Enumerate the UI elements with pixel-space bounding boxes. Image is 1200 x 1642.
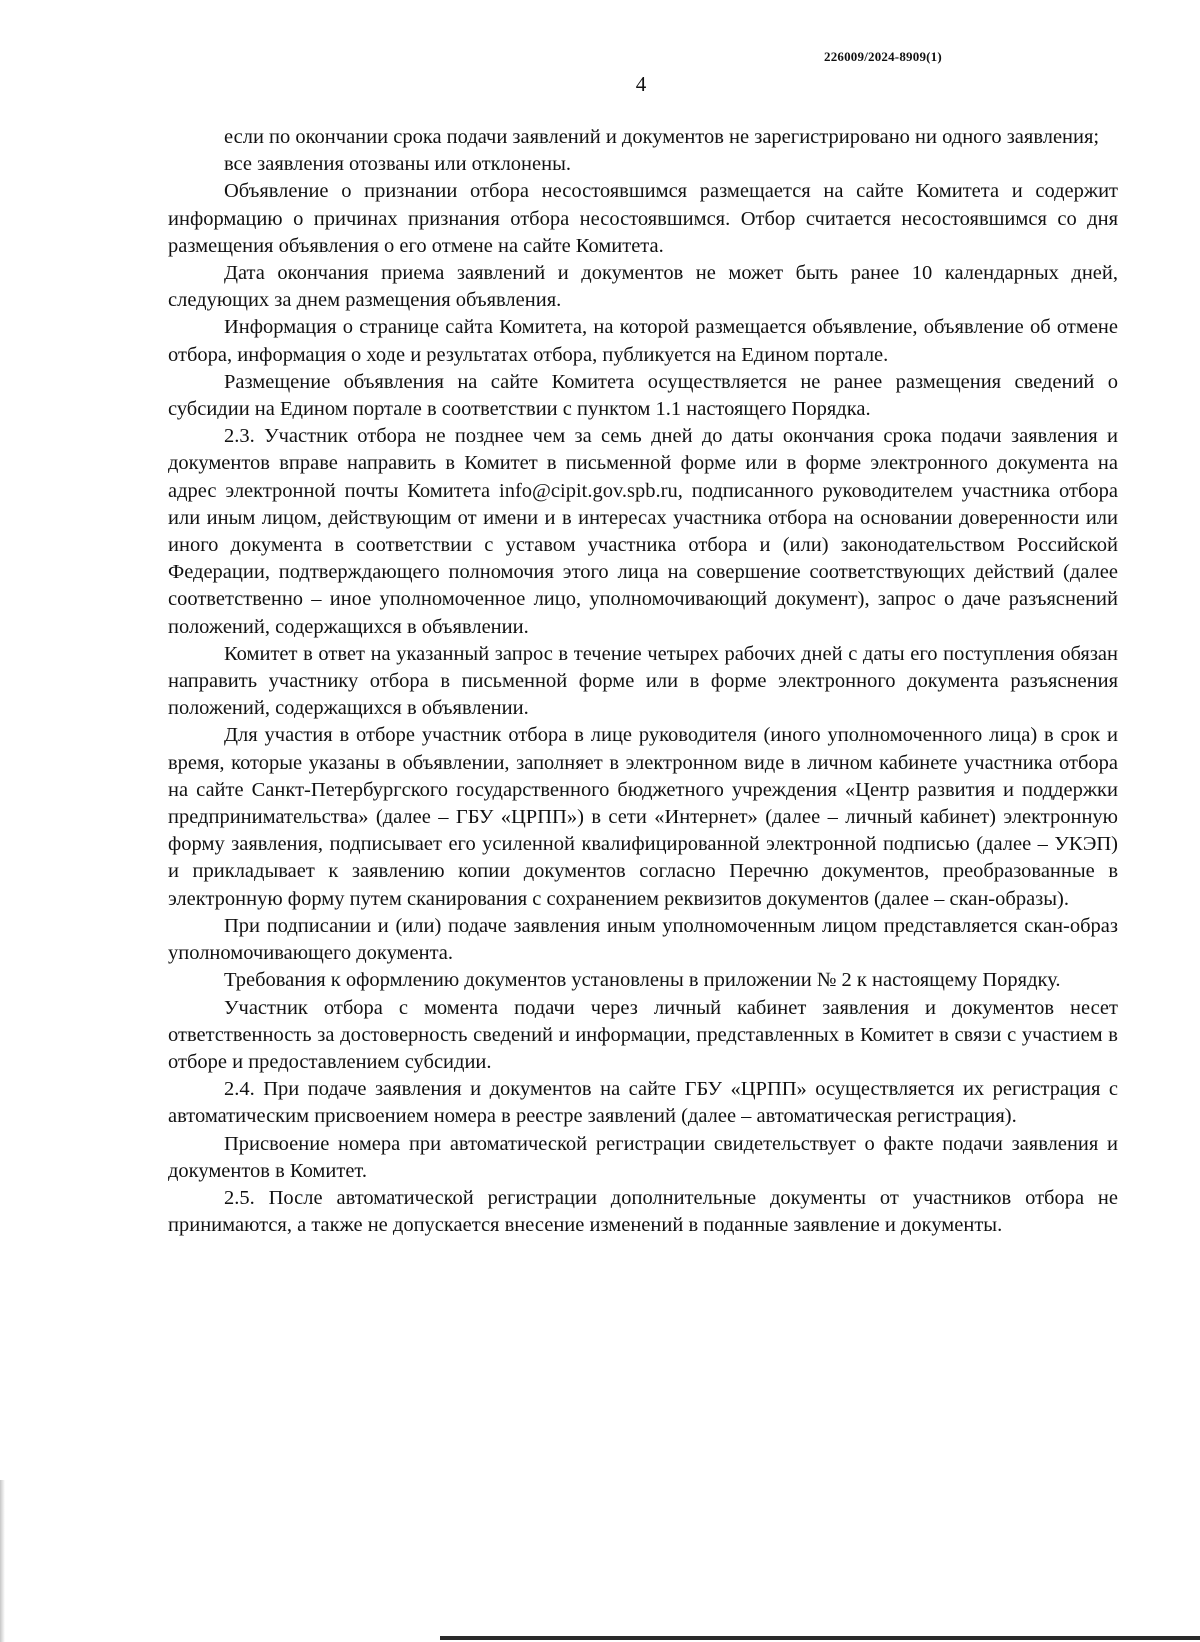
document-body: [168, 124, 1118, 1239]
paragraph: Для участия в отборе участник отбора в лице руководителя (иного уполномоченного лица) в срок и время, которые указаны в объявлении, заполняет в электронном виде в личном кабинете участника отбора на сайте Санкт-Петербургского государственного бюджетного учреждения «Центр развития и поддержки предпринимательства» (далее – ГБУ «ЦРПП») в сети «Интернет» (далее – личный кабинет) электронную форму заявления, подписывает его усиленной квалифицированной электронной подписью (далее – УКЭП) и прикладывает к заявлению копии документов согласно Перечню документов, преобразованные в электронную форму путем сканирования с сохранением реквизитов документов (далее – скан-образы).: [168, 724, 1118, 910]
paragraph: Присвоение номера при автоматической регистрации свидетельствует о факте подачи заявления и документов в Комитет.: [168, 1132, 1118, 1182]
paragraph: Дата окончания приема заявлений и документов не может быть ранее 10 календарных дней, следующих за днем размещения объявления.: [168, 262, 1118, 312]
paragraph: Участник отбора с момента подачи через личный кабинет заявления и документов несет ответственность за достоверность сведений и информации, представленных в Комитет в связи с участием в отборе и предоставлением субсидии.: [168, 996, 1118, 1073]
paragraph: все заявления отозваны или отклонены.: [224, 153, 571, 176]
paragraph: При подписании и (или) подаче заявления иным уполномоченным лицом представляется скан-образ уполномочивающего документа.: [168, 914, 1118, 965]
paragraph-section-2-4: 2.4. При подаче заявления и документов на сайте ГБУ «ЦРПП» осуществляется их регистрация с автоматическим присвоением номера в реестре заявлений (далее – автоматическая регистрация).: [168, 1078, 1118, 1128]
paragraph: Размещение объявления на сайте Комитета осуществляется не ранее размещения сведений о субсидии на Едином портале в соответствии с пунктом 1.1 настоящего Порядка.: [168, 370, 1118, 421]
paragraph: Объявление о признании отбора несостоявшимся размещается на сайте Комитета и содержит информацию о причинах признания отбора несостоявшимся. Отбор считается несостоявшимся со дня размещения объявления о его отмене на сайте Комитета.: [168, 180, 1118, 257]
document-registration-number: 226009/2024-8909(1): [824, 49, 942, 64]
paragraph: Информация о странице сайта Комитета, на которой размещается объявление, объявление об отмене отбора, информация о ходе и результатах отбора, публикуется на Едином портале.: [168, 316, 1118, 366]
scan-bottom-edge: [440, 1636, 1200, 1640]
paragraph: Требования к оформлению документов установлены в приложении № 2 к настоящему Порядку.: [224, 969, 1061, 992]
page-number: 4: [635, 72, 647, 96]
paragraph: Комитет в ответ на указанный запрос в течение четырех рабочих дней с даты его поступления обязан направить участнику отбора в письменной форме или в форме электронного документа разъяснения положений, содержащихся в объявлении.: [168, 642, 1118, 720]
paragraph: если по окончании срока подачи заявлений и документов не зарегистрировано ни одного заявления;: [224, 126, 1100, 148]
paragraph-section-2-5: 2.5. После автоматической регистрации дополнительные документы от участников отбора не принимаются, а также не допускается внесение изменений в поданные заявление и документы.: [168, 1186, 1118, 1237]
scan-edge-shadow: [0, 1480, 5, 1642]
paragraph-section-2-3: 2.3. Участник отбора не позднее чем за семь дней до даты окончания срока подачи заявления и документов вправе направить в Комитет в письменной форме или в форме электронного документа на адрес электронной почты Комитета info@cipit.gov.spb.ru, подписанного руководителем участника отбора или иным лицом, действующим от имени и в интересах участника отбора на основании доверенности или иного документа в соответствии с уставом участника отбора и (или) законодательством Российской Федерации, подтверждающего полномочия этого лица на совершение соответствующих действий (далее соответственно – иное уполномоченное лицо, уполномочивающий документ), запрос о даче разъяснений положений, содержащихся в объявлении.: [168, 425, 1118, 638]
